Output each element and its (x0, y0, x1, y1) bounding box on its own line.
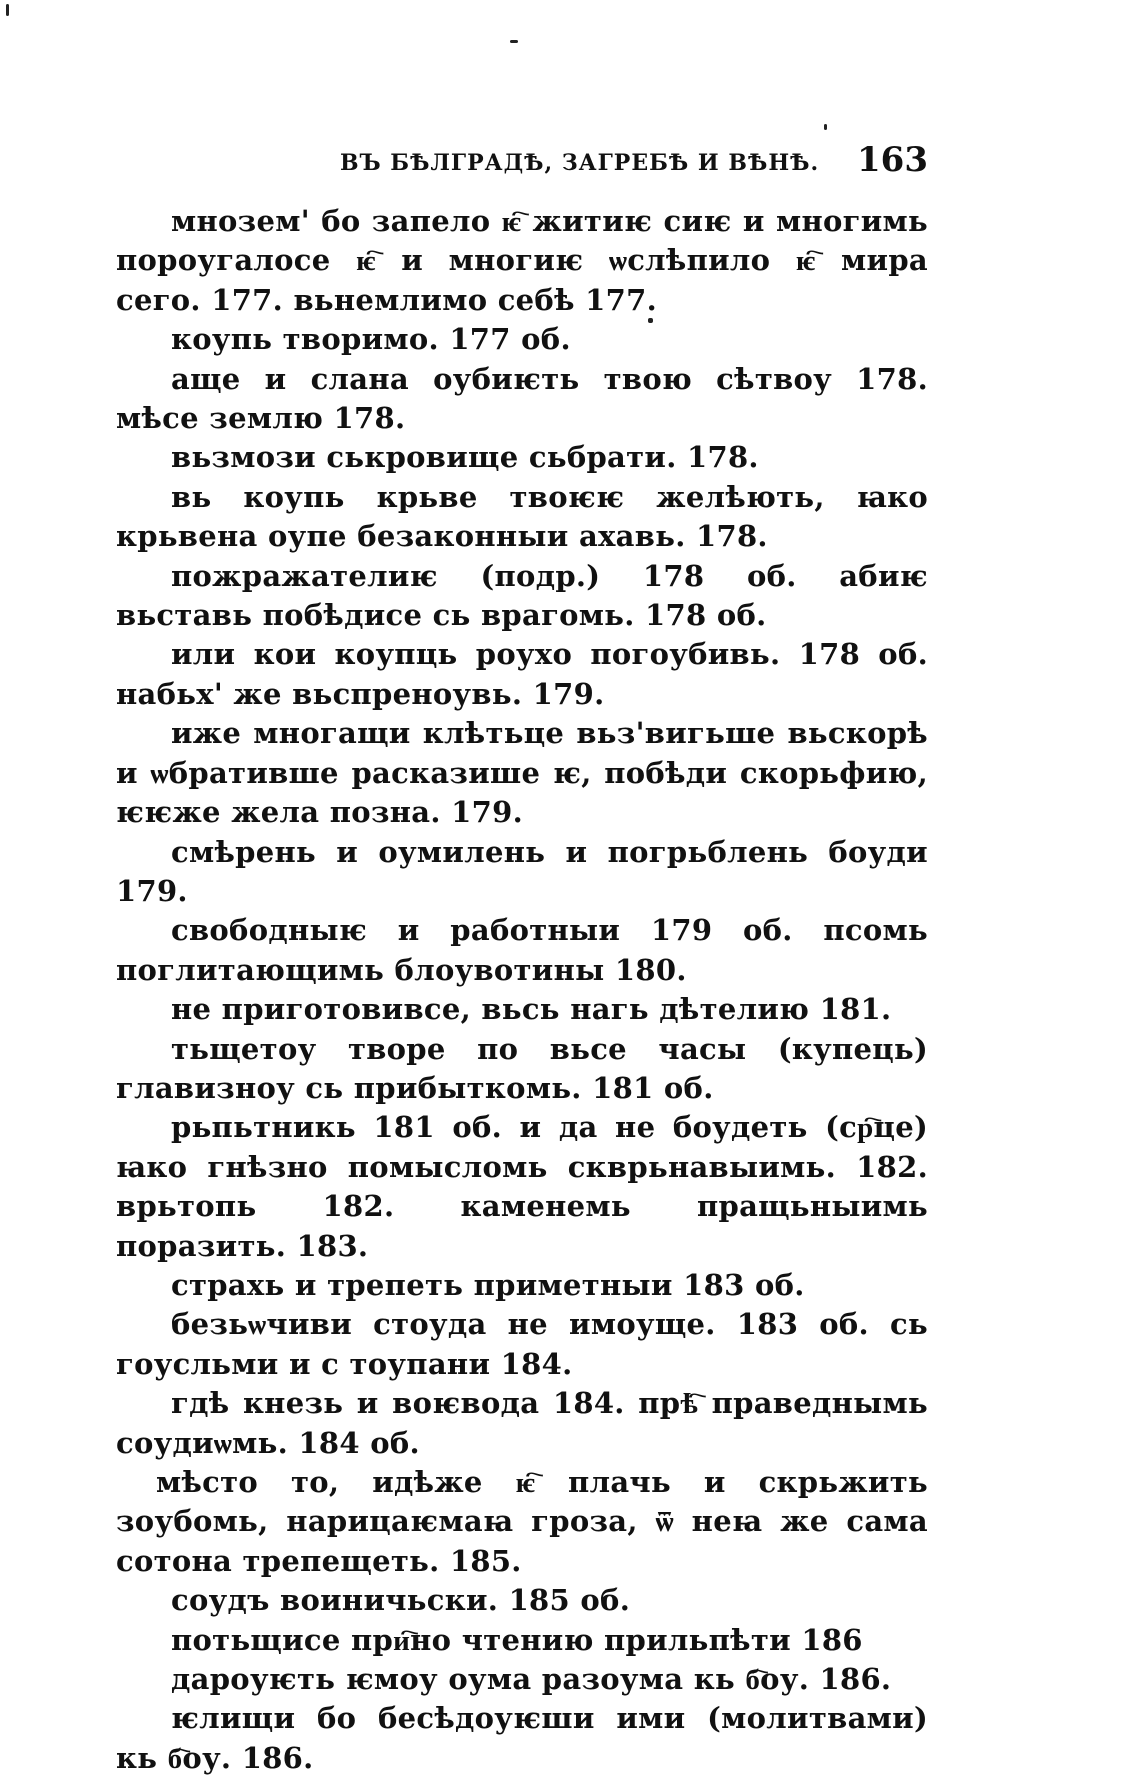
scan-speck (6, 4, 9, 16)
index-entry: смѣрень и оумилень и погрьблень боуди 179. (116, 834, 928, 908)
scan-speck (824, 124, 827, 130)
running-head: ВЪ БѢЛГРАДѢ, ЗАГРЕБѢ И ВѢНѢ. (340, 150, 820, 176)
scan-speck (510, 40, 518, 43)
index-entry: не приготовивсе, вьсь нагь дѣтелию 181. (171, 992, 892, 1027)
index-entry: ѥлищи бо бесѣдоуѥши ими (молитвами) кь б҇оу. 186. (116, 1701, 928, 1775)
page-number: 163 (857, 140, 928, 180)
index-entry: мѣсто то, идѣже ѥ҇ плачь и скрьжить зоубомь, нарицаѥмаꙗ гроза, ѿ неꙗ же сама сотона трепещеть. 185. (116, 1465, 928, 1578)
index-entry: соудъ воиничьски. 185 об. (171, 1583, 631, 1618)
body-text (116, 202, 928, 1778)
index-entry: иже многащи клѣтьце вьз'вигьше вьскорѣ и ѡбративше расказише ѥ, побѣди скорьфию, ѥѥже жела позна. 179. (116, 716, 928, 830)
index-entry: мнозем' бо запело ѥ҇ житиѥ сиѥ и многимь пороугалосе ѥ҇ и многиѥ ѡслѣпило ѥ҇ мира сего. 177. вьнемлимо себѣ 177. (116, 204, 928, 317)
index-entry: потьщисе при҇но чтению прильпѣти 186 (171, 1622, 863, 1657)
index-entry: вьзмози ськровище сьбрати. 178. (171, 440, 759, 475)
index-entry: рьпьтникь 181 об. и да не боудеть (ср҇це) ꙗко гнѣзно помысломь скврьнавыимь. 182. врьтопь 182. каменемь пращьныимь поразить. 183. (116, 1110, 928, 1263)
index-entry: вь коупь крьве твоѥѥ желѣють, ꙗко крьвена оупе безаконныи ахавь. 178. (116, 479, 928, 554)
index-entry: тьщетоу творе по вьсе часы (купець) главизноу сь прибыткомь. 181 об. (116, 1031, 928, 1105)
index-entry: дароуѥть ѥмоу оума разоума кь б҇оу. 186. (171, 1662, 892, 1697)
index-entry: гдѣ кнезь и воѥвода 184. прѣ҇ праведнымь соудиѡмь. 184 об. (116, 1386, 928, 1460)
index-entry: пожражателиѥ (подр.) 178 об. абиѥ вьставь побѣдисе сь врагомь. 178 об. (116, 558, 928, 633)
index-entry: аще и слана оубиѥть твою сѣтвоу 178. мѣсе землю 178. (116, 361, 928, 436)
index-entry: страхь и трепеть приметныи 183 об. (171, 1267, 805, 1302)
index-entry: коупь творимо. 177 об. (171, 322, 571, 357)
index-entry: безьѡчиви стоуда не имоуще. 183 об. сь гоусльми и с тоупани 184. (116, 1307, 928, 1381)
index-entry: или кои коупць роухо погоубивь. 178 об. набьх' же вьспреноувь. 179. (116, 637, 928, 711)
index-entry: свободныѥ и работныи 179 об. псомь поглитающимь блоувотины 180. (116, 913, 928, 987)
